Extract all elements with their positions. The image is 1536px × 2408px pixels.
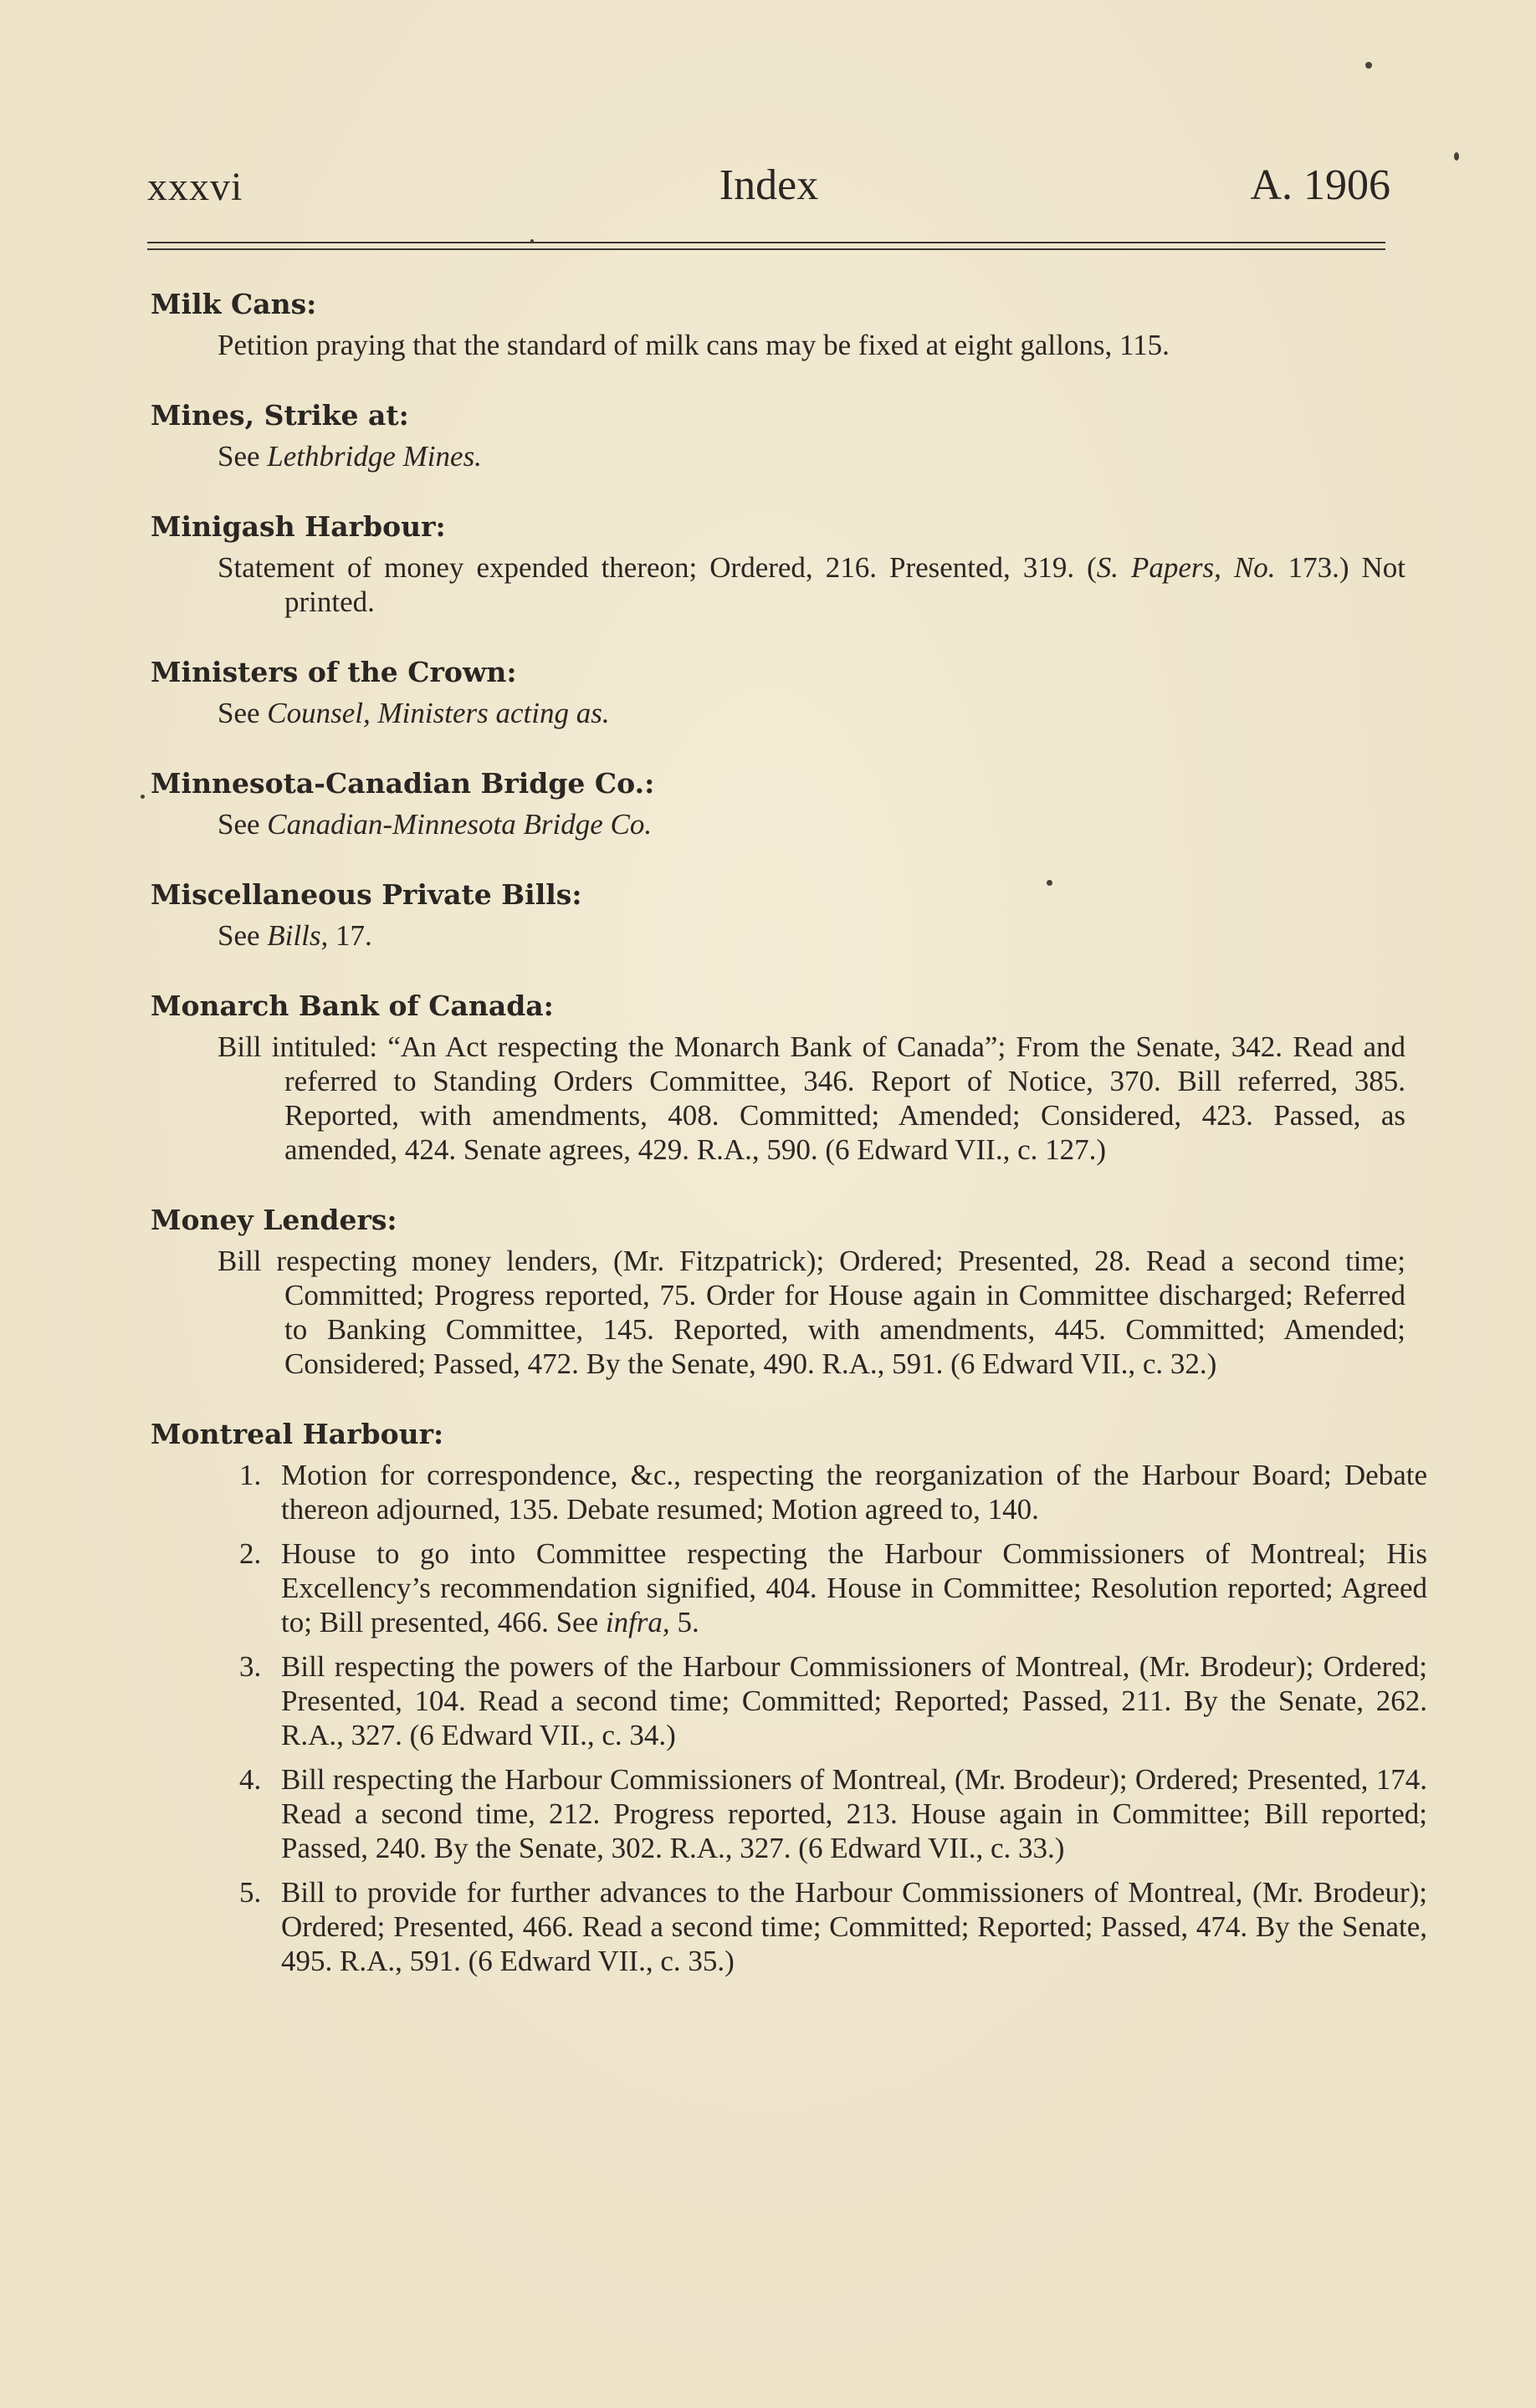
index-entry bbox=[151, 286, 1405, 362]
entry-text bbox=[218, 550, 1405, 619]
see-reference bbox=[218, 918, 1405, 953]
entry-text: Bill respecting money lenders, (Mr. Fitzpatrick); Ordered; Presented, 28. Read a second time; Committed; Progress reported, 75. Order for House again in Committee discharged; Referred to Banking Committee, 145. Reported, with amendments, 445. Committed; Amended; Considered; Passed, 472. By the Senate, 490. R.A., 591. (6 Edward VII., c. 32.) bbox=[218, 1245, 1405, 1380]
cross-reference: Bills, bbox=[267, 919, 329, 952]
paper-speck bbox=[530, 239, 534, 243]
item-number: 3. bbox=[239, 1650, 262, 1683]
item-text: Bill respecting the Harbour Commissioners of Montreal, (Mr. Brodeur); Ordered; Presented, 174. Read a second time, 212. Progress reported, 213. House again in Committee; Bill reported; Passed, 240. By the Senate, 302. R.A., 327. (6 Edward VII., c. 33.) bbox=[281, 1763, 1427, 1864]
see-suffix: 17. bbox=[335, 919, 372, 952]
entry-heading: Montreal Harbour: bbox=[151, 1418, 444, 1450]
paper-speck bbox=[141, 795, 145, 799]
cross-reference: Counsel, Ministers acting as. bbox=[267, 697, 610, 729]
list-item bbox=[239, 1875, 1427, 1978]
item-number: 4. bbox=[239, 1763, 262, 1796]
list-item bbox=[239, 1536, 1427, 1639]
entry-heading: Milk Cans: bbox=[151, 288, 317, 320]
cross-reference: Canadian-Minnesota Bridge Co. bbox=[267, 808, 653, 841]
index-entry bbox=[151, 877, 1405, 953]
page-title: Index bbox=[719, 161, 819, 209]
numbered-list bbox=[151, 1458, 1427, 1978]
entry-heading: Money Lenders: bbox=[151, 1204, 397, 1236]
see-reference bbox=[218, 807, 1405, 841]
entry-heading: Minnesota-Canadian Bridge Co.: bbox=[151, 767, 655, 800]
header-rule-bottom bbox=[147, 248, 1385, 250]
entry-heading: Mines, Strike at: bbox=[151, 399, 409, 432]
entry-heading: Minigash Harbour: bbox=[151, 510, 446, 543]
item-text: Bill to provide for further advances to the Harbour Commissioners of Montreal, (Mr. Brodeur); Ordered; Presented, 466. Read a second time; Committed; Reported; Passed, 474. By the Senate, 495. R.A., 591. (6 Edward VII., c. 35.) bbox=[281, 1876, 1427, 1977]
page-folio: xxxvi bbox=[147, 165, 243, 209]
index-entry bbox=[151, 1416, 1427, 1978]
entry-heading: Ministers of the Crown: bbox=[151, 656, 517, 688]
item-number: 1. bbox=[239, 1459, 262, 1491]
item-number: 5. bbox=[239, 1876, 262, 1909]
index-entry bbox=[151, 1202, 1405, 1381]
entry-text: Bill intituled: “An Act respecting the Monarch Bank of Canada”; From the Senate, 342. Read and referred to Standing Orders Committee, 346. Report of Notice, 370. Bill referred, 385. Reported, with amendments, 408. Committed; Amended; Considered, 423. Passed, as amended, 424. Senate agrees, 429. R.A., 590. (6 Edward VII., c. 127.) bbox=[218, 1030, 1405, 1166]
item-text: Motion for correspondence, &c., respecting the reorganization of the Harbour Board; Debate thereon adjourned, 135. Debate resumed; Motion agreed to, 140. bbox=[281, 1459, 1427, 1526]
see-reference bbox=[218, 439, 1405, 473]
see-prefix: See bbox=[218, 440, 260, 473]
item-text: Bill respecting the powers of the Harbour Commissioners of Montreal, (Mr. Brodeur); Ordered; Presented, 104. Read a second time; Committed; Reported; Passed, 211. By the Senate, 262. R.A., 327. (6 Edward VII., c. 34.) bbox=[281, 1650, 1427, 1751]
item-number: 2. bbox=[239, 1537, 262, 1570]
item-text: 5. bbox=[669, 1606, 699, 1639]
sessional-paper-ref: S. Papers, No. bbox=[1096, 551, 1276, 584]
see-prefix: See bbox=[218, 697, 260, 729]
see-prefix: See bbox=[218, 919, 260, 952]
index-entries bbox=[151, 286, 1427, 2013]
header-rule-top bbox=[147, 242, 1385, 243]
index-entry bbox=[151, 509, 1405, 619]
index-entry bbox=[151, 654, 1405, 730]
index-entry bbox=[151, 397, 1405, 473]
entry-text-part: Statement of money expended thereon; Ordered, 216. Presented, 319. ( bbox=[218, 551, 1097, 584]
index-entry bbox=[151, 765, 1405, 841]
entry-text: Petition praying that the standard of milk cans may be fixed at eight gallons, 115. bbox=[218, 329, 1170, 361]
item-italic-ref: infra, bbox=[605, 1606, 670, 1639]
list-item bbox=[239, 1762, 1427, 1865]
item-text: House to go into Committee respecting the Harbour Commissioners of Montreal; His Excellency’s recommendation signified, 404. House in Committee; Resolution reported; Agreed to; Bill presented, 466. See bbox=[281, 1537, 1427, 1639]
paper-speck bbox=[1365, 62, 1372, 69]
index-entry bbox=[151, 988, 1405, 1167]
list-item bbox=[239, 1458, 1427, 1526]
entry-text-part: 173.) Not printed. bbox=[284, 551, 1405, 618]
paper-speck bbox=[1047, 880, 1052, 886]
see-prefix: See bbox=[218, 808, 260, 841]
list-item bbox=[239, 1649, 1427, 1752]
entry-heading: Monarch Bank of Canada: bbox=[151, 989, 554, 1022]
entry-heading: Miscellaneous Private Bills: bbox=[151, 878, 582, 911]
paper-speck bbox=[1454, 152, 1459, 161]
see-reference bbox=[218, 696, 1405, 730]
cross-reference: Lethbridge Mines. bbox=[267, 440, 482, 473]
page-year: A. 1906 bbox=[1250, 161, 1390, 209]
page-header bbox=[147, 161, 1390, 219]
